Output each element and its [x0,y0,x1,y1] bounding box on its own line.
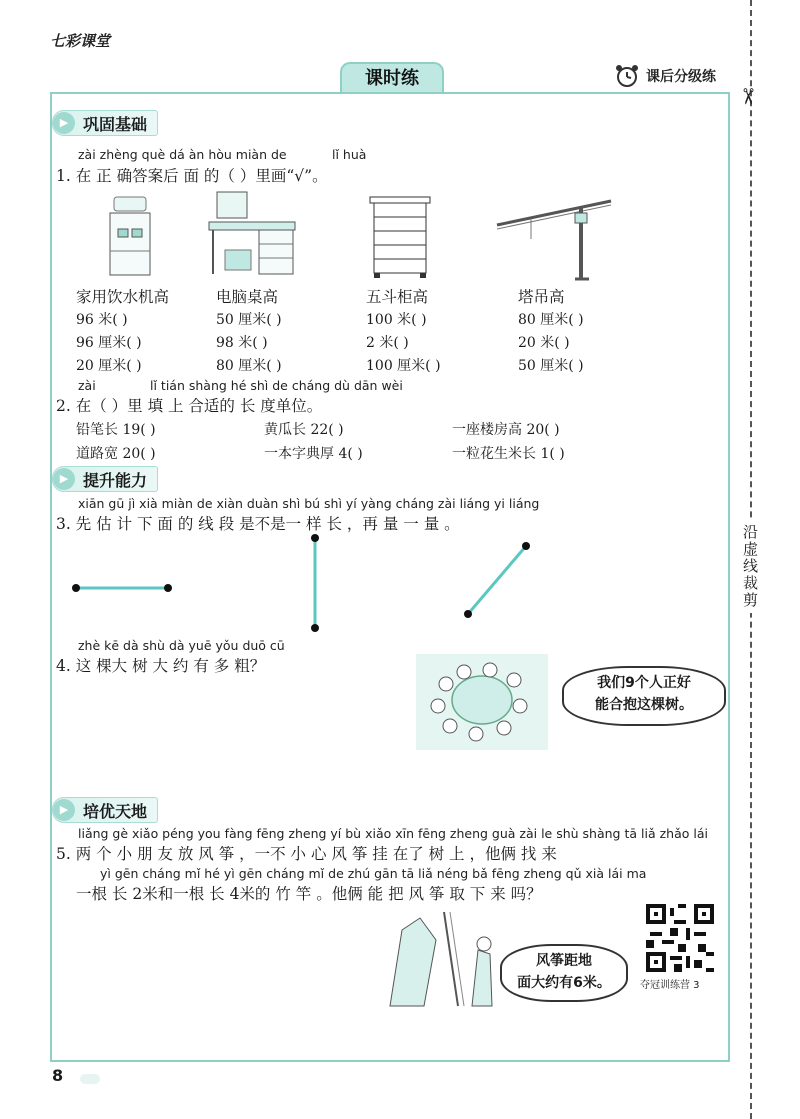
brand-logo: 七彩课堂 [50,32,111,50]
q1-option[interactable]: 50 厘米( ) [216,312,282,328]
q4-text: 4. 这 棵大 树 大 约 有 多 粗？ [56,657,266,675]
section-title: 提升能力 [83,470,148,490]
q1-option[interactable]: 96 厘米( ) [76,335,142,351]
computer-desk-image [205,190,300,280]
line-segments-figure [60,530,560,640]
q2-pinyin-a: zài [78,378,96,393]
kids-around-tree-image [416,654,548,750]
q1-option[interactable]: 96 米( ) [76,312,128,328]
q1-pinyin: zài zhèng què dá àn hòu miàn de [78,147,287,162]
q2-text: 2. 在（ ）里 填 上 合适的 长 度单位。 [56,397,323,415]
page-number-decoration [80,1074,100,1084]
q2-blank[interactable]: 铅笔长 19( ) [76,422,156,438]
speech-bubble-q5 [500,944,628,1002]
alarm-clock-icon [614,64,640,88]
q4-pinyin: zhè kē dà shù dà yuē yǒu duō cū [78,638,285,653]
section-header-basics [52,110,158,136]
q1-option[interactable]: 100 米( ) [366,312,427,328]
q1-item-label: 五斗柜高 [366,288,429,306]
q5-pinyin-1: liǎng gè xiǎo péng you fàng fēng zheng yí bù xiǎo xīn fēng zheng guà zài le shù shàng tā liǎ zhǎo lái [78,826,708,841]
play-icon: ▶ [53,112,75,134]
page-number: 8 [52,1066,64,1085]
q1-option[interactable]: 98 米( ) [216,335,268,351]
section-title: 培优天地 [83,801,148,821]
segment-endpoint [311,624,319,632]
scissors-icon: ✂ [734,87,760,106]
page-title: 课时练 [340,62,444,94]
section-header-advanced [52,797,158,823]
section-title: 巩固基础 [83,114,148,134]
kids-with-pole-image [380,910,496,1010]
bubble-line: 风筝距地 [536,953,592,969]
segment-diagonal [468,546,526,614]
q2-blank[interactable]: 一本字典厚 4( ) [264,446,363,462]
cut-note: 沿虚线裁剪 [740,520,762,613]
q1-item-label: 家用饮水机高 [76,288,170,306]
q5-text-1: 5. 两 个 小 朋 友 放 风 筝 ，一不 小 心 风 筝 挂 在了 树 上 ，他俩 找 来 [56,845,557,863]
q1-option[interactable]: 20 米( ) [518,335,570,351]
tower-crane-image [495,193,615,281]
q1-option[interactable]: 20 厘米( ) [76,358,142,374]
segment-endpoint [522,542,530,550]
q1-item-label: 塔吊高 [518,288,565,306]
water-dispenser-image [100,195,160,280]
q3-pinyin: xiān gū jì xià miàn de xiàn duàn shì bú shì yí yàng cháng zài liáng yi liáng [78,496,540,511]
q2-blank[interactable]: 道路宽 20( ) [76,446,156,462]
speech-bubble-q4 [562,666,726,726]
q1-text: 1. 在 正 确答案后 面 的（ ）里画“√”。 [56,167,328,185]
play-icon: ▶ [53,799,75,821]
play-icon: ▶ [53,468,75,490]
q1-option[interactable]: 50 厘米( ) [518,358,584,374]
q2-blank[interactable]: 一粒花生米长 1( ) [452,446,565,462]
qr-caption: 夺冠训练营 3 [640,980,700,991]
q1-option[interactable]: 80 厘米( ) [518,312,584,328]
tier-text: 课后分级练 [646,69,716,85]
bubble-line: 能合抱这棵树。 [595,697,693,713]
q2-blank[interactable]: 黄瓜长 22( ) [264,422,344,438]
segment-endpoint [311,534,319,542]
bubble-line: 我们9个人正好 [597,675,691,691]
q1-option[interactable]: 80 厘米( ) [216,358,282,374]
segment-endpoint [72,584,80,592]
q1-option[interactable]: 100 厘米( ) [366,358,441,374]
q1-option[interactable]: 2 米( ) [366,335,409,351]
q3-text: 3. 先 估 计 下 面 的 线 段 是不是一 样 长 ，再 量 一 量 。 [56,515,460,533]
segment-endpoint [164,584,172,592]
qr-code-icon[interactable] [646,904,714,972]
chest-of-drawers-image [366,195,434,280]
q2-pinyin-b: lǐ tián shàng hé shì de cháng dù dān wèi [150,378,403,393]
segment-endpoint [464,610,472,618]
q5-text-2: 一根 长 2米和一根 长 4米的 竹 竿 。他俩 能 把 风 筝 取 下 来 吗？ [76,885,542,903]
q5-pinyin-2: yì gēn cháng mǐ hé yì gēn cháng mǐ de zhú gān tā liǎ néng bǎ fēng zheng qǔ xià lái ma [100,866,647,881]
bubble-line: 面大约有6米。 [517,975,611,991]
q1-pinyin-2: lǐ huà [332,147,367,162]
q2-blank[interactable]: 一座楼房高 20( ) [452,422,560,438]
tier-label [614,64,716,88]
section-header-improve [52,466,158,492]
q1-item-label: 电脑桌高 [216,288,279,306]
